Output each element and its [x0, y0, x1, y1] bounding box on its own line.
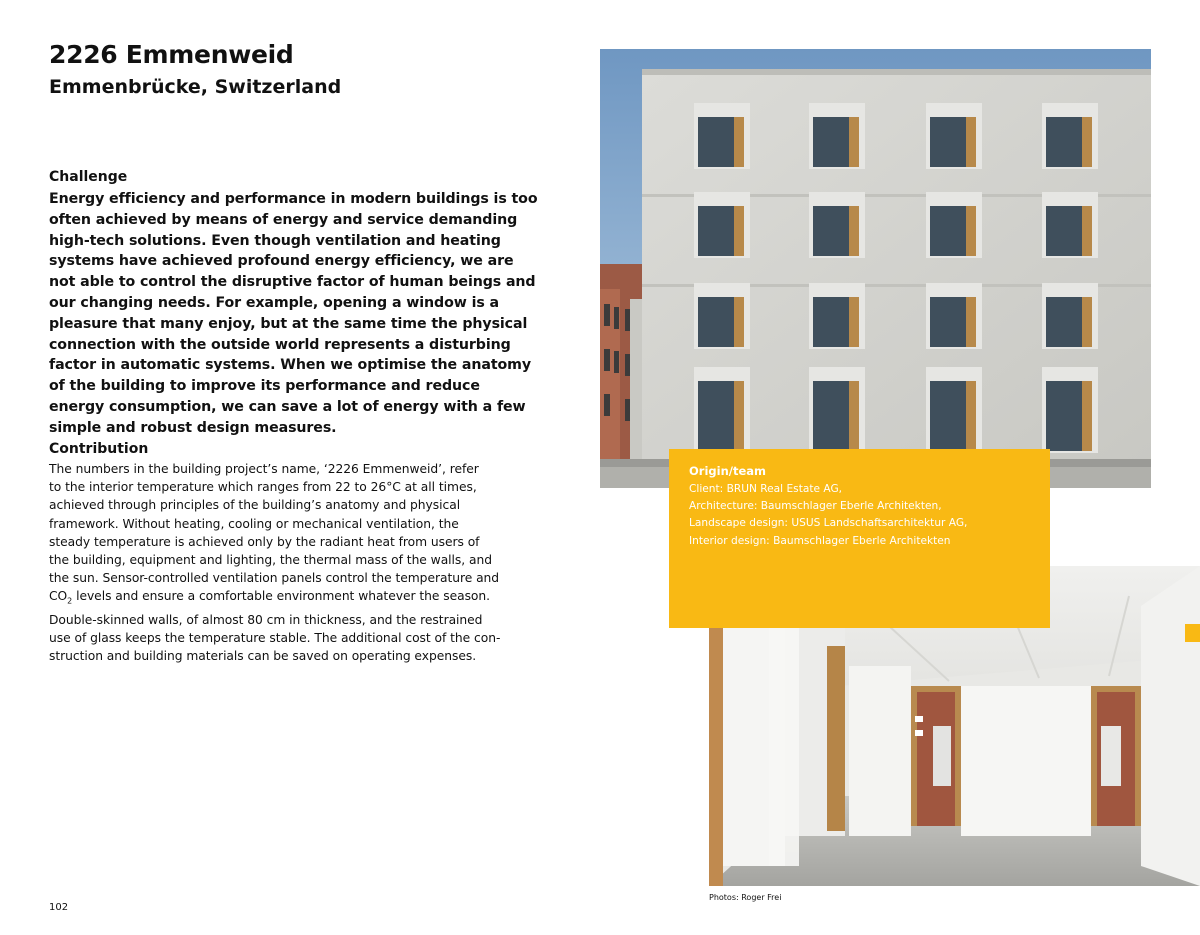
- page-subtitle: Emmenbrücke, Switzerland: [49, 76, 342, 98]
- contribution-line: use of glass keeps the temperature stable. The additional cost of the con-: [49, 631, 501, 646]
- facade-window-timber: [734, 381, 744, 451]
- photo-exterior-facade: [600, 49, 1151, 488]
- contribution-line: to the interior temperature which ranges from 22 to 26°C at all times,: [49, 480, 477, 495]
- facade-window-glass: [930, 206, 968, 256]
- facade-window-timber: [1082, 297, 1092, 347]
- contribution-line: struction and building materials can be saved on operating expenses.: [49, 649, 477, 664]
- contribution-line-co2: [49, 587, 539, 611]
- facade-window-glass: [813, 206, 851, 256]
- section-tab-marker: [1185, 624, 1200, 642]
- facade-window-glass: [1046, 297, 1084, 347]
- facade-window-glass: [930, 117, 968, 167]
- facade-window-timber: [734, 117, 744, 167]
- facade-window-glass: [813, 117, 851, 167]
- facade-window-glass: [698, 381, 736, 451]
- facade-window-timber: [1082, 117, 1092, 167]
- contribution-line: framework. Without heating, cooling or mechanical ventilation, the: [49, 516, 459, 531]
- co2-subscript: 2: [67, 596, 73, 606]
- facade-window-glass: [930, 297, 968, 347]
- facade-window-timber: [849, 381, 859, 451]
- origin-list: [689, 481, 967, 550]
- facade-window-glass: [1046, 117, 1084, 167]
- origin-line: Architecture: Baumschlager Eberle Architekten,: [689, 500, 942, 513]
- facade-window-glass: [930, 381, 968, 451]
- facade-window-timber: [966, 297, 976, 347]
- challenge-heading: Challenge: [49, 169, 128, 185]
- contribution-line: steady temperature is achieved only by the radiant heat from users of: [49, 534, 480, 549]
- contribution-body: [49, 460, 539, 666]
- facade-window-glass: [698, 117, 736, 167]
- facade-window-glass: [1046, 206, 1084, 256]
- facade-window-timber: [966, 381, 976, 451]
- facade-window-glass: [813, 297, 851, 347]
- facade-window-timber: [734, 297, 744, 347]
- photo-credit: Photos: Roger Frei: [709, 893, 782, 902]
- contribution-line: The numbers in the building project’s name, ‘2226 Emmenweid’, refer: [49, 462, 479, 476]
- facade-window-timber: [849, 117, 859, 167]
- challenge-body: Energy efficiency and performance in modern buildings is too often achieved by means of energy and service demanding high-tech solutions. Even though ventilation and heating systems have achieved profound energy efficiency, we are not able to control the disruptive factor of human beings and our changing needs. For example, opening a window is a pleasure that many enjoy, but at the same time the physical connection with the outside world represents a disturbing factor in automatic systems. When we optimise the anatomy of the building to improve its performance and reduce energy consumption, we can save a lot of energy with a few simple and robust design measures.: [49, 191, 538, 436]
- facade-window-timber: [734, 206, 744, 256]
- contribution-line: the sun. Sensor-controlled ventilation panels control the temperature and: [49, 571, 500, 586]
- origin-line: Interior design: Baumschlager Eberle Architekten: [689, 534, 951, 547]
- page-number: 102: [49, 902, 69, 913]
- co2-symbol: CO: [49, 589, 68, 604]
- contribution-line: levels and ensure a comfortable environment whatever the season.: [76, 589, 491, 604]
- facade-window-timber: [966, 117, 976, 167]
- facade-window-timber: [1082, 206, 1092, 256]
- facade-window-timber: [849, 206, 859, 256]
- page-title: 2226 Emmenweid: [49, 40, 294, 69]
- origin-team-box: [669, 449, 1050, 628]
- facade-window-glass: [813, 381, 851, 451]
- facade-window-timber: [849, 297, 859, 347]
- contribution-line: achieved through principles of the building’s anatomy and physical: [49, 498, 461, 513]
- facade-window-timber: [1082, 381, 1092, 451]
- contribution-heading: Contribution: [49, 441, 149, 457]
- contribution-line: Double-skinned walls, of almost 80 cm in thickness, and the restrained: [49, 613, 483, 628]
- facade-window-glass: [1046, 381, 1084, 451]
- facade-window-glass: [698, 206, 736, 256]
- facade-window-timber: [966, 206, 976, 256]
- origin-line: Landscape design: USUS Landschaftsarchitektur AG,: [689, 517, 968, 530]
- origin-heading: Origin/team: [689, 464, 766, 478]
- facade-window-glass: [698, 297, 736, 347]
- contribution-line: the building, equipment and lighting, the thermal mass of the walls, and: [49, 553, 492, 568]
- origin-line: Client: BRUN Real Estate AG,: [689, 483, 843, 495]
